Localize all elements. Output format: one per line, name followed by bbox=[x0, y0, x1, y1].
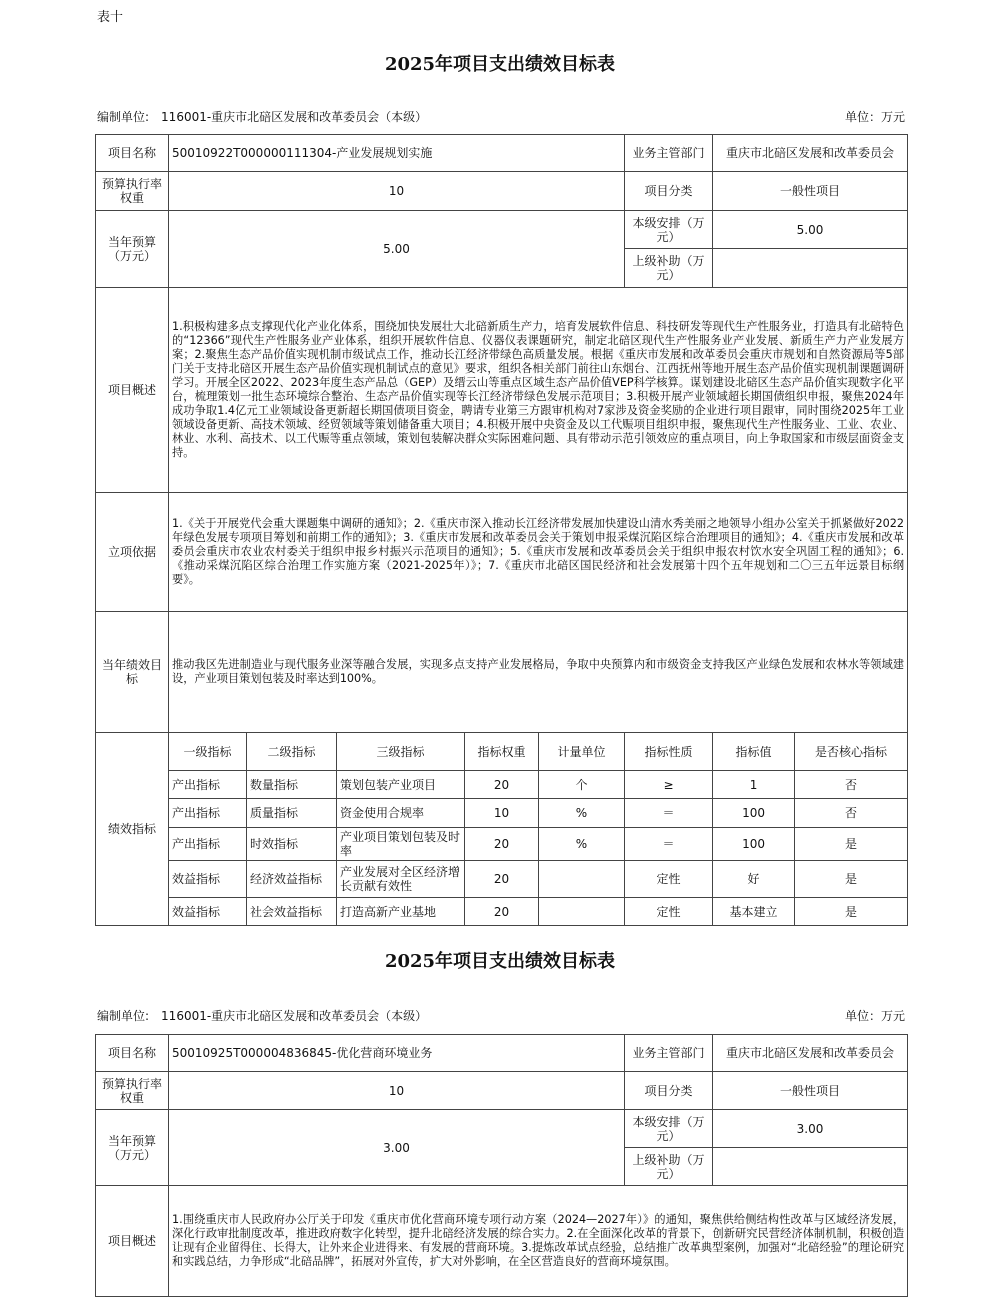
weight-value: 10 bbox=[169, 172, 625, 211]
indicator-cell: 社会效益指标 bbox=[247, 898, 337, 926]
indicator-cell: 10 bbox=[465, 799, 539, 828]
budget-value: 3.00 bbox=[169, 1110, 625, 1186]
dept-value: 重庆市北碚区发展和改革委员会 bbox=[713, 135, 908, 172]
subsidy-label: 上级补助（万元） bbox=[625, 1148, 713, 1186]
performance-table-2 bbox=[95, 1034, 908, 1297]
weight-value: 10 bbox=[169, 1072, 625, 1110]
indicator-cell bbox=[539, 861, 625, 898]
indicator-cell: 20 bbox=[465, 828, 539, 861]
subsidy-label: 上级补助（万元） bbox=[625, 249, 713, 288]
dept-value: 重庆市北碚区发展和改革委员会 bbox=[713, 1035, 908, 1072]
table-2-title: 2025年项目支出绩效目标表 bbox=[384, 951, 616, 972]
indicator-row bbox=[96, 799, 908, 828]
indicator-header: 是否核心指标 bbox=[795, 733, 908, 771]
local-value: 5.00 bbox=[713, 211, 908, 249]
indicator-cell: 20 bbox=[465, 771, 539, 799]
indicator-cell: 基本建立 bbox=[713, 898, 795, 926]
indicator-cell: 定性 bbox=[625, 898, 713, 926]
indicator-cell: 是 bbox=[795, 861, 908, 898]
indicator-cell: 100 bbox=[713, 828, 795, 861]
budget-value: 5.00 bbox=[169, 211, 625, 288]
indicator-cell: 1 bbox=[713, 771, 795, 799]
indicator-cell: 是 bbox=[795, 898, 908, 926]
project-name-label: 项目名称 bbox=[96, 135, 169, 172]
unit-label: 单位：万元 bbox=[844, 110, 905, 124]
compiling-unit: 编制单位: 116001-重庆市北碚区发展和改革委员会（本级） bbox=[97, 110, 428, 124]
indicator-cell: 数量指标 bbox=[247, 771, 337, 799]
budget-label: 当年预算（万元） bbox=[96, 1110, 169, 1186]
indicator-cell: 产出指标 bbox=[169, 828, 247, 861]
category-label: 项目分类 bbox=[625, 172, 713, 211]
local-label: 本级安排（万元） bbox=[625, 211, 713, 249]
indicator-row bbox=[96, 898, 908, 926]
indicator-cell: 质量指标 bbox=[247, 799, 337, 828]
dept-label: 业务主管部门 bbox=[625, 135, 713, 172]
indicator-cell: 20 bbox=[465, 861, 539, 898]
indicator-cell: ≥ bbox=[625, 771, 713, 799]
indicator-cell: ＝ bbox=[625, 799, 713, 828]
goal-text: 推动我区先进制造业与现代服务业深等融合发展，实现多点支持产业发展格局，争取中央预算内和市级资金支持我区产业绿色发展和农林水等领域建设，产业项目策划包装及时率达到100%。 bbox=[169, 612, 908, 733]
indicator-header: 指标值 bbox=[713, 733, 795, 771]
project-name-label: 项目名称 bbox=[96, 1035, 169, 1072]
basis-label: 立项依据 bbox=[96, 493, 169, 612]
compiling-unit: 编制单位: 116001-重庆市北碚区发展和改革委员会（本级） bbox=[97, 1009, 428, 1023]
category-value: 一般性项目 bbox=[713, 172, 908, 211]
indicator-cell: 产出指标 bbox=[169, 771, 247, 799]
goal-label: 当年绩效目标 bbox=[96, 612, 169, 733]
indicator-cell: 否 bbox=[795, 771, 908, 799]
indicator-cell: 时效指标 bbox=[247, 828, 337, 861]
weight-label: 预算执行率权重 bbox=[96, 172, 169, 211]
project-name-value: 50010922T000000111304-产业发展规划实施 bbox=[169, 135, 625, 172]
indicator-header: 三级指标 bbox=[337, 733, 465, 771]
indicator-row bbox=[96, 861, 908, 898]
indicator-cell: 20 bbox=[465, 898, 539, 926]
local-label: 本级安排（万元） bbox=[625, 1110, 713, 1148]
subsidy-value bbox=[713, 1148, 908, 1186]
indicator-cell: % bbox=[539, 828, 625, 861]
subsidy-value bbox=[713, 249, 908, 288]
indicator-cell: 产业发展对全区经济增长贡献有效性 bbox=[337, 861, 465, 898]
indicators-label: 绩效指标 bbox=[96, 733, 169, 926]
indicator-cell: 经济效益指标 bbox=[247, 861, 337, 898]
basis-text: 1.《关于开展党代会重大课题集中调研的通知》；2.《重庆市深入推动长江经济带发展加快建设山清水秀美丽之地领导小组办公室关于抓紧做好2022年绿色发展专项项目筹划和前期工作的通知》；3.《重庆市发展和改革委员会关于策划申报采煤沉陷区综合治理项目的通知》；4.《重庆市发展和改革委员会重庆市农业农村委关于组织申报乡村振兴示范项目的通知》；5.《重庆市发展和改革委员会关于组织申报农村饮水安全巩固工程的通知》；6.《推动采煤沉陷区综合治理工作实施方案（2021-2025年）》；7.《重庆市北碚区国民经济和社会发展第十四个五年规划和二〇三五年远景目标纲要》。 bbox=[169, 493, 908, 612]
project-name-value: 50010925T000004836845-优化营商环境业务 bbox=[169, 1035, 625, 1072]
unit-label: 单位：万元 bbox=[844, 1009, 905, 1023]
overview-label: 项目概述 bbox=[96, 1186, 169, 1297]
indicator-header: 计量单位 bbox=[539, 733, 625, 771]
indicator-cell: 否 bbox=[795, 799, 908, 828]
category-label: 项目分类 bbox=[625, 1072, 713, 1110]
indicator-header: 指标性质 bbox=[625, 733, 713, 771]
overview-text: 1.围绕重庆市人民政府办公厅关于印发《重庆市优化营商环境专项行动方案（2024—2027年）》的通知，聚焦供给侧结构性改革与区域经济发展，深化行政审批制度改革，推进政府数字化转型，提升北碚经济发展的综合实力。2.在全面深化改革的背景下，创新研究民营经济体制机制，积极创造让现有企业留得住、长得大，让外来企业进得来、有发展的营商环境。3.提炼改革试点经验，总结推广改革典型案例，加强对“北碚经验”的理论研究和实践总结，力争形成“北碚品牌”，拓展对外宣传，扩大对外影响，在全区营造良好的营商环境氛围。 bbox=[169, 1186, 908, 1297]
performance-table-1 bbox=[95, 134, 908, 926]
indicator-header: 一级指标 bbox=[169, 733, 247, 771]
table-number-label: 表十 bbox=[97, 10, 124, 25]
indicator-header: 指标权重 bbox=[465, 733, 539, 771]
indicator-cell: 定性 bbox=[625, 861, 713, 898]
indicator-cell: % bbox=[539, 799, 625, 828]
indicator-cell: ＝ bbox=[625, 828, 713, 861]
dept-label: 业务主管部门 bbox=[625, 1035, 713, 1072]
table-1-title: 2025年项目支出绩效目标表 bbox=[384, 54, 616, 75]
indicator-row bbox=[96, 828, 908, 861]
indicator-cell bbox=[539, 898, 625, 926]
indicator-cell: 个 bbox=[539, 771, 625, 799]
budget-label: 当年预算（万元） bbox=[96, 211, 169, 288]
indicator-header: 二级指标 bbox=[247, 733, 337, 771]
indicator-row bbox=[96, 771, 908, 799]
indicator-cell: 打造高新产业基地 bbox=[337, 898, 465, 926]
indicator-cell: 100 bbox=[713, 799, 795, 828]
indicator-cell: 效益指标 bbox=[169, 898, 247, 926]
indicator-cell: 是 bbox=[795, 828, 908, 861]
overview-text: 1.积极构建多点支撑现代化产业化体系，围绕加快发展壮大北碚新质生产力，培育发展软件信息、科技研发等现代生产性服务业，打造具有北碚特色的“12366”现代生产性服务业产业体系，组织开展软件信息、仪器仪表课题研究，制定北碚区现代生产性服务业产业发展、新质生产力产业发展方案；2.聚焦生态产品价值实现机制市级试点工作，推动长江经济带绿色高质量发展。根据《重庆市发展和改革委员会重庆市规划和自然资源局等5部门关于支持北碚区开展生态产品价值实现机制试点的意见》要求，组织各相关部门前往山东烟台、江西抚州等地开展生态产品价值实现机制课题调研学习。开展全区2022、2023年度生态产品总（GEP）及缙云山等重点区域生态产品价值VEP科学核算。谋划建设北碚区生态产品价值实现数字化平台，梳理策划一批生态环境综合整治、生态产品价值实现等长江经济带绿色发展示范项目；3.积极开展产业领域超长期国债组织申报，聚焦2024年成功争取1.4亿元工业领域设备更新超长期国债项目资金，聘请专业第三方跟审机构对7家涉及资金奖励的企业进行项目跟审，同时围绕2025年工业领域设备更新、高技术领域、经贸领域等策划储备重大项目；4.积极开展中央资金及以工代赈项目组织申报，聚焦现代生产性服务业、工业、农业、林业、水利、高技术、以工代赈等重点领域，策划包装解决群众实际困难问题、具有带动示范引领效应的重点项目，向上争取国家和市级层面资金支持。 bbox=[169, 288, 908, 493]
indicator-cell: 好 bbox=[713, 861, 795, 898]
indicator-cell: 产出指标 bbox=[169, 799, 247, 828]
indicator-cell: 效益指标 bbox=[169, 861, 247, 898]
indicator-cell: 资金使用合规率 bbox=[337, 799, 465, 828]
weight-label: 预算执行率权重 bbox=[96, 1072, 169, 1110]
indicator-cell: 策划包装产业项目 bbox=[337, 771, 465, 799]
overview-label: 项目概述 bbox=[96, 288, 169, 493]
indicator-cell: 产业项目策划包装及时率 bbox=[337, 828, 465, 861]
local-value: 3.00 bbox=[713, 1110, 908, 1148]
category-value: 一般性项目 bbox=[713, 1072, 908, 1110]
